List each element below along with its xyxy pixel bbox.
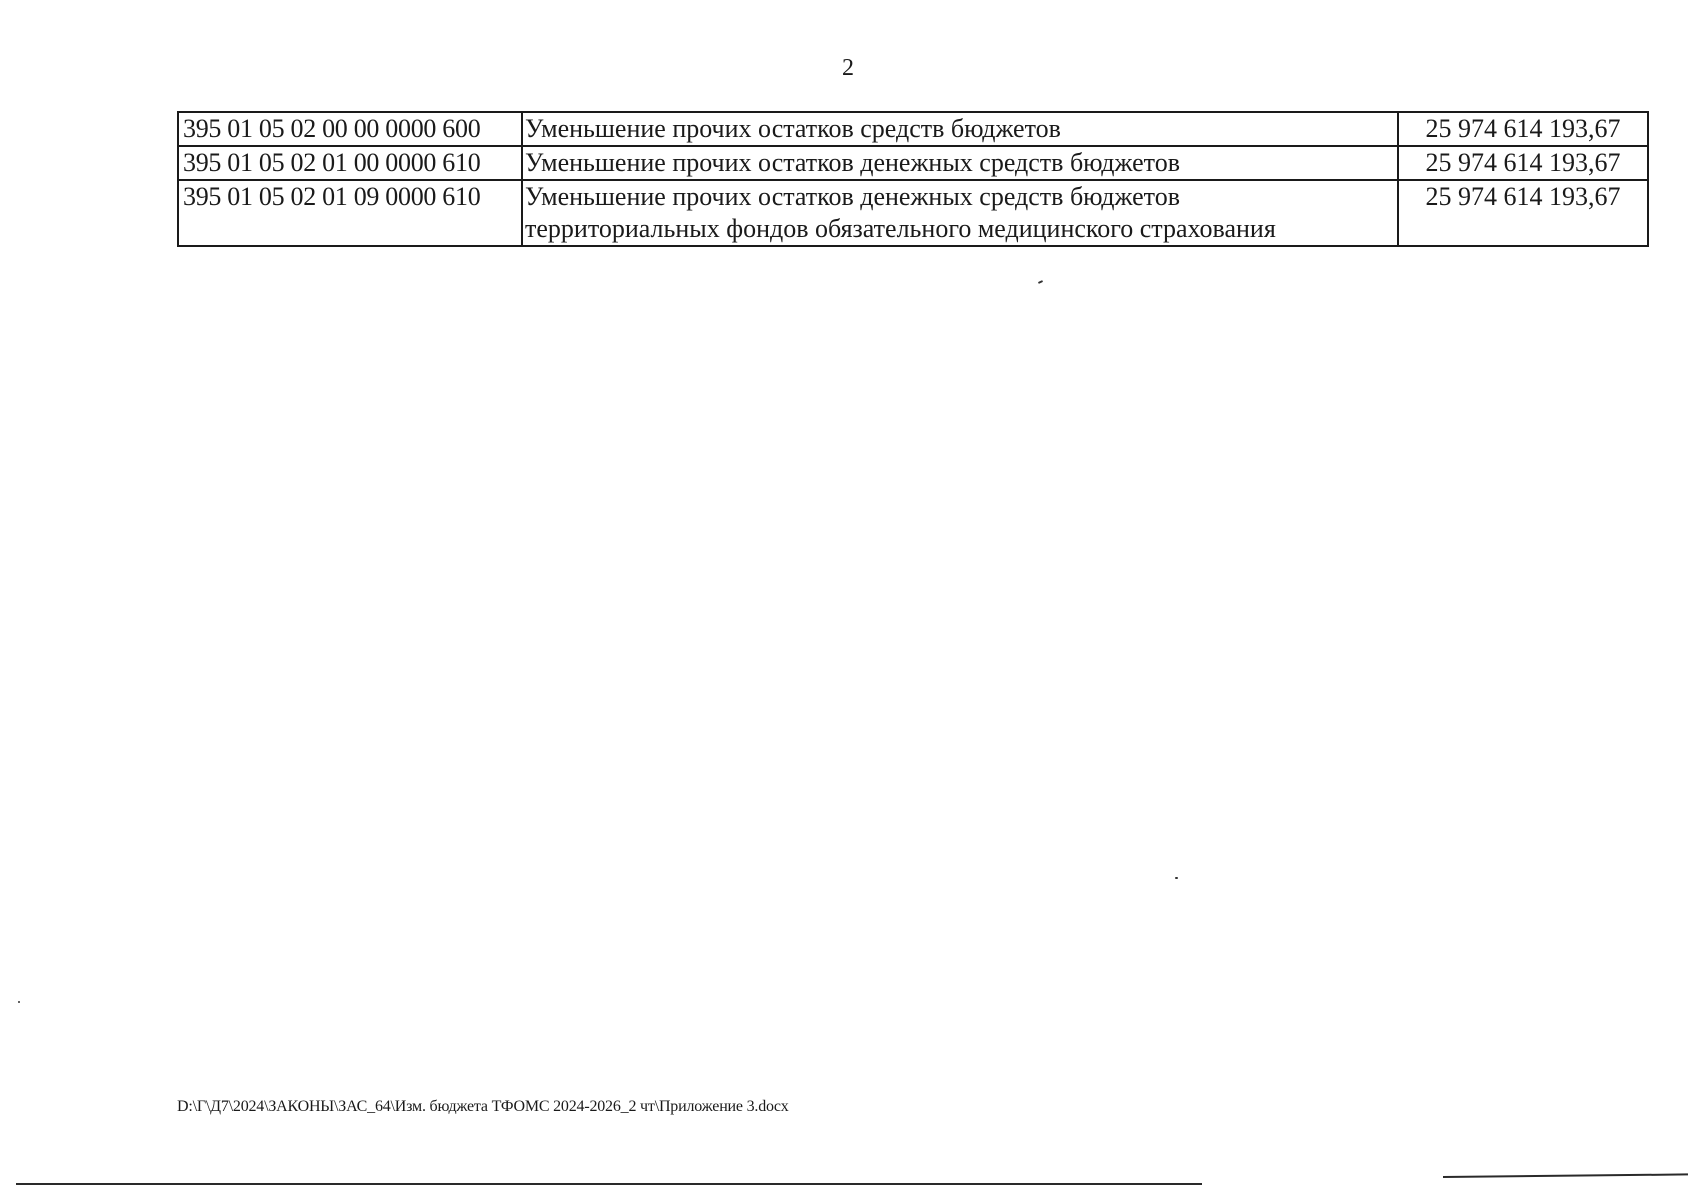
amount-cell: 25 974 614 193,67 <box>1398 180 1648 246</box>
budget-code-cell: 395 01 05 02 01 09 0000 610 <box>178 180 522 246</box>
file-path-footer: D:\Г\Д7\2024\ЗАКОНЫ\ЗАС_64\Изм. бюджета ТФОМС 2024-2026_2 чт\Приложение 3.docx <box>177 1098 789 1115</box>
description-line: Уменьшение прочих остатков денежных средств бюджетов <box>525 148 1180 177</box>
scan-speck <box>18 1001 20 1003</box>
description-line: территориальных фондов обязательного медицинского страхования <box>525 214 1276 243</box>
table-row <box>178 146 1648 180</box>
table-row <box>178 112 1648 146</box>
bottom-rule <box>16 1183 1202 1185</box>
description-cell <box>522 180 1398 246</box>
budget-code-cell: 395 01 05 02 01 00 0000 610 <box>178 146 522 180</box>
budget-sources-table <box>177 111 1649 247</box>
description-cell <box>522 146 1398 180</box>
amount-cell: 25 974 614 193,67 <box>1398 112 1648 146</box>
scan-speck <box>1038 280 1043 284</box>
page-number: 2 <box>842 55 854 81</box>
amount-cell: 25 974 614 193,67 <box>1398 146 1648 180</box>
description-line: Уменьшение прочих остатков денежных средств бюджетов <box>525 182 1180 211</box>
budget-code-cell: 395 01 05 02 00 00 0000 600 <box>178 112 522 146</box>
scan-speck <box>1175 877 1178 879</box>
description-line: Уменьшение прочих остатков средств бюджетов <box>525 114 1061 143</box>
description-cell <box>522 112 1398 146</box>
bottom-rule <box>1443 1173 1688 1178</box>
table-row <box>178 180 1648 246</box>
